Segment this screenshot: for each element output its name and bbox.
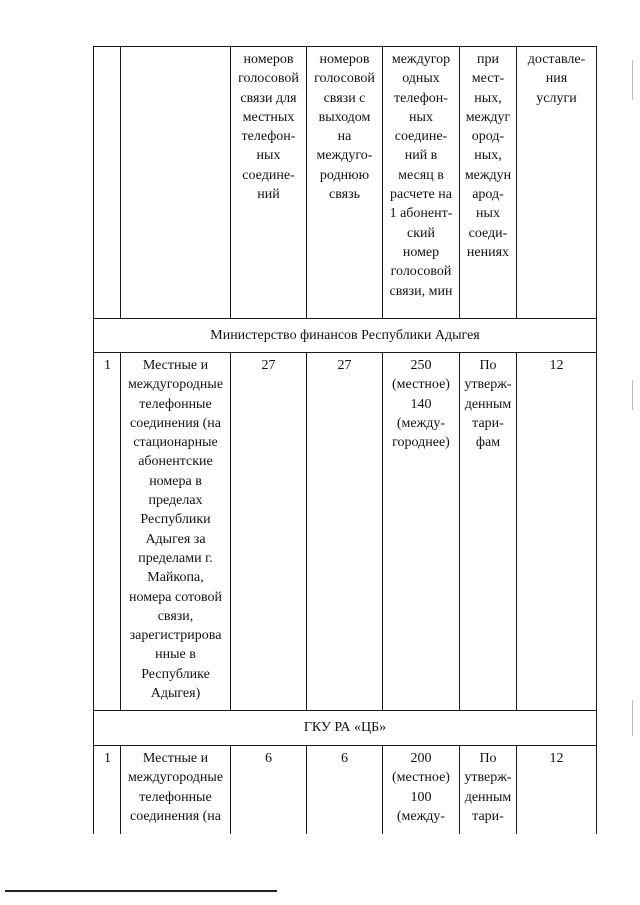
local-numbers-count: 27 (231, 353, 307, 711)
table-row (94, 746, 597, 835)
intercity-numbers-count: 6 (307, 746, 383, 835)
minutes-per-month: 200 (местное) 100 (между- (383, 746, 460, 835)
section-title: ГКУ РА «ЦБ» (94, 711, 597, 746)
minutes-per-month: 250 (местное) 140 (между- городнее) (383, 353, 460, 711)
header-cell-number (94, 47, 121, 319)
local-numbers-count: 6 (231, 746, 307, 835)
service-name: Местные и междугородные телефонные соединения (на стационарные абонентские номера в пределах Республики Адыгея за пределами г. Майкопа, номера сотовой связи, зарегистрирова нные в Республике Адыгея) (121, 353, 231, 711)
price-note: По утверж- денным тари- фам (460, 353, 517, 711)
row-number: 1 (94, 746, 121, 835)
header-cell-name (121, 47, 231, 319)
delivery-value: 12 (517, 746, 597, 835)
header-cell-minutes: междугор одных телефон- ных соедине- ний в месяц в расчете на 1 абонент- ский номер голосовой связи, мин (383, 47, 460, 319)
header-cell-delivery: доставле- ния услуги (517, 47, 597, 319)
section-row-ministry (94, 319, 597, 353)
table-row (94, 353, 597, 711)
delivery-value: 12 (517, 353, 597, 711)
tariff-table (93, 46, 597, 834)
scan-edge-mark (632, 60, 633, 100)
header-row (94, 47, 597, 319)
header-cell-intercity-numbers: номеров голосовой связи с выходом на междуго- роднюю связь (307, 47, 383, 319)
intercity-numbers-count: 27 (307, 353, 383, 711)
header-cell-local-numbers: номеров голосовой связи для местных телефон- ных соедине- ний (231, 47, 307, 319)
footer-rule (5, 890, 277, 892)
price-note: По утверж- денным тари- (460, 746, 517, 835)
row-number: 1 (94, 353, 121, 711)
section-row-gku (94, 711, 597, 746)
scan-edge-mark (632, 700, 633, 736)
service-name: Местные и междугородные телефонные соединения (на (121, 746, 231, 835)
section-title: Министерство финансов Республики Адыгея (94, 319, 597, 353)
scan-edge-mark (632, 380, 633, 410)
header-cell-price: при мест- ных, междуг ород- ных, междун арод- ных соеди- нениях (460, 47, 517, 319)
